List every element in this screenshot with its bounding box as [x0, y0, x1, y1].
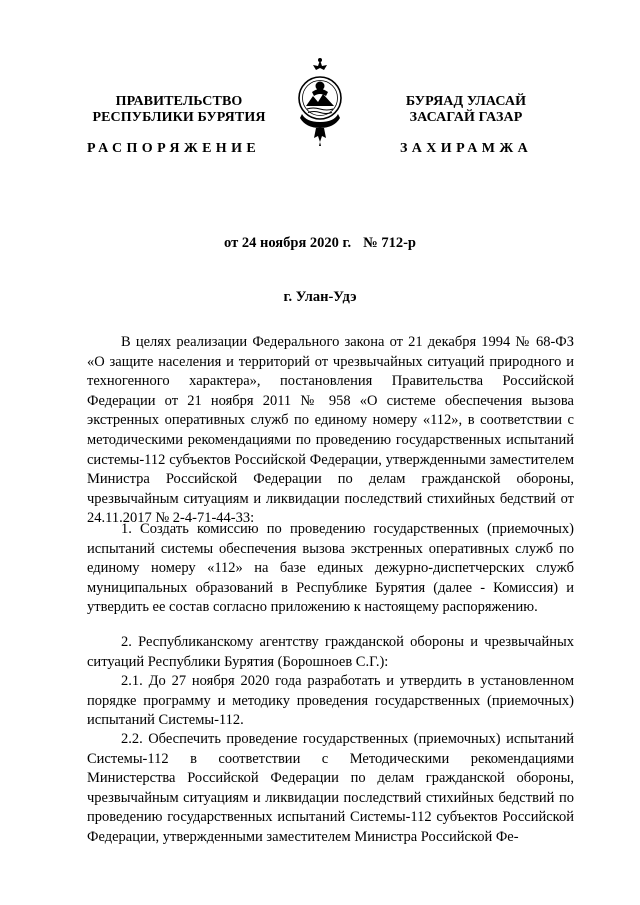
- preamble-text: В целях реализации Федерального закона от 21 декабря 1994 № 68-ФЗ «О защите населения и территорий от чрезвычайных ситуаций природного и техногенного характера», постановления Правительства Российской Федерации от 21 ноября 2011 № 958 «О системе обеспечения вызова экстренных оперативных служб по единому номеру «112», в соответствии с методическими рекомендациями по проведению государственных испытаний системы-112 субъектов Российской Федерации, утвержденными заместителем Министра Российской Федерации по делам гражданской обороны, чрезвычайным ситуациям и ликвидации последствий стихийных бедствий от 24.11.2017 № 2-4-71-44-33:: [87, 334, 574, 527]
- document-date: от 24 ноября 2020 г.: [224, 235, 352, 251]
- issuer-russian: [84, 94, 274, 126]
- issuer-buryat: [376, 94, 556, 126]
- document-city: г. Улан-Удэ: [283, 289, 357, 305]
- item-2-1-paragraph: [87, 672, 574, 731]
- issuer-russian-line1: ПРАВИТЕЛЬСТВО: [115, 94, 243, 109]
- item-1-text: 1. Создать комиссию по проведению государственных (приемочных) испытаний системы обеспечения вызова экстренных оперативных служб по единому номеру «112» на базе единых дежурно-диспетчерских служб муниципальных образований в Республике Бурятия (далее - Комиссия) и утвердить ее состав согласно приложению к настоящему распоряжению.: [87, 521, 574, 616]
- document-type-buryat: ЗАХИРАМЖА: [400, 141, 533, 156]
- document-number: № 712-р: [363, 235, 416, 251]
- item-2-2-paragraph: [87, 730, 574, 848]
- document-type-russian: РАСПОРЯЖЕНИЕ: [87, 141, 261, 156]
- coat-of-arms-icon: [296, 56, 344, 148]
- item-2-paragraph: [87, 633, 574, 672]
- issuer-buryat-line1: БУРЯАД УЛАСАЙ: [405, 94, 527, 109]
- issuer-russian-line2: РЕСПУБЛИКИ БУРЯТИЯ: [92, 110, 266, 125]
- item-2-text: 2. Республиканскому агентству гражданской обороны и чрезвычайных ситуаций Республики Бурятия (Борошноев С.Г.):: [87, 634, 574, 670]
- item-2-2-text: 2.2. Обеспечить проведение государственных (приемочных) испытаний Системы-112 в соответствии с Методическими рекомендациями Министерства Российской Федерации по делам гражданской обороны, чрезвычайным ситуациям и ликвидации последствий стихийных бедствий по проведению государственных испытаний Системы-112 субъектов Российской Федерации, утвержденными заместителем Министра Российской Фе-: [87, 731, 574, 845]
- item-2-1-text: 2.1. До 27 ноября 2020 года разработать и утвердить в установленном порядке программу и методику проведения государственных (приемочных) испытаний Системы-112.: [87, 673, 574, 729]
- issuer-buryat-line2: ЗАСАГАЙ ГАЗАР: [409, 110, 523, 125]
- document-date-number: [0, 235, 640, 252]
- item-1-paragraph: [87, 520, 574, 618]
- preamble-paragraph: [87, 333, 574, 529]
